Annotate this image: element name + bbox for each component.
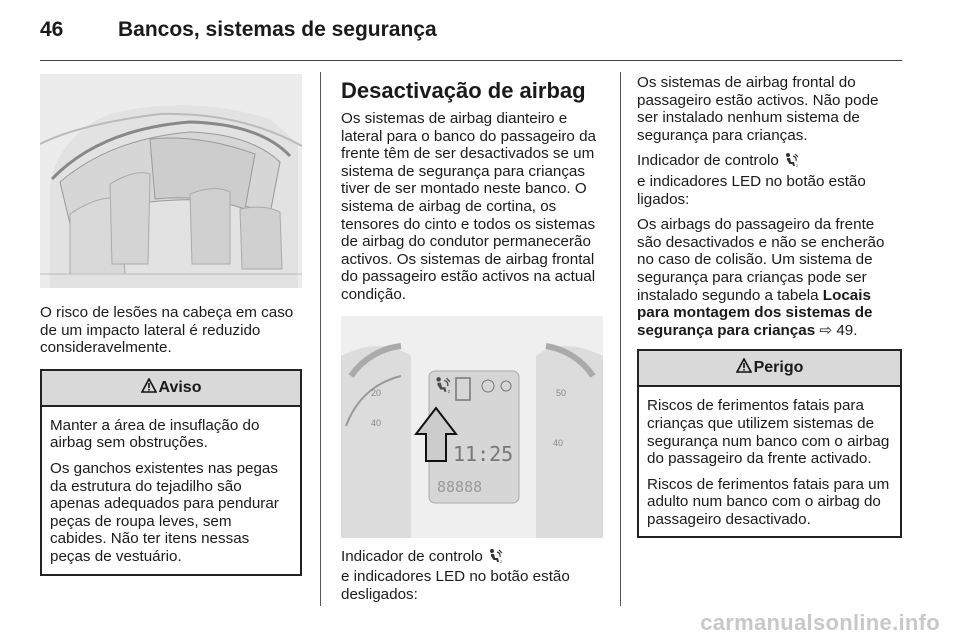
warning-title: Aviso [158, 378, 202, 396]
danger-body [639, 387, 900, 536]
svg-text:40: 40 [553, 437, 564, 448]
watermark: carmanualsonline.info [700, 610, 940, 635]
header-rule [40, 60, 902, 61]
column-middle [341, 74, 603, 611]
danger-title: Perigo [753, 359, 804, 377]
airbag-active-paragraph: Os sistemas de airbag frontal do passageiro estão activos. Não pode ser instalado nenhum sistema de segurança para crianças. [637, 74, 879, 144]
airbag-deactivation-paragraph: Os sistemas de airbag dianteiro e lateral para o banco do passageiro da frente têm de ser desactivados se um sistema de segurança para crianças tiver de ser montado neste banco. O sistema de airbag de cortina, os tensores do cinto e todos os sistemas de airbag do condutor permanecerão activos. Os sistemas de airbag frontal do passageiro estão activos na actual condição. [341, 110, 596, 303]
warning-header [42, 371, 300, 407]
cluster-clock: 11:25 [453, 441, 514, 466]
danger-header [639, 351, 900, 387]
indicator-text: e indicadores LED no botão estão ligados: [637, 172, 866, 208]
svg-text:20: 20 [371, 387, 382, 398]
illustration-caption: O risco de lesões na cabeça em caso de um impacto lateral é reduzido consideravelmente. [40, 304, 294, 357]
child-seat-table-link[interactable]: Locais para montagem dos sistemas de segurança para crianças [637, 286, 873, 339]
airbag-deactivated-paragraph [637, 216, 902, 339]
airbag-off-indicator-icon [487, 548, 503, 569]
indicator-paragraph [637, 152, 902, 208]
danger-box [637, 349, 902, 538]
section-title: Desactivação de airbag [341, 78, 586, 103]
warning-paragraph: Os ganchos existentes nas pegas da estrutura do tejadilho são apenas adequados para pendurar peças de roupa leves, sem cabides. Não ter itens nessas peças de vestuário. [50, 459, 279, 565]
instrument-cluster-illustration [341, 316, 603, 538]
indicator-label: Indicador de controlo [341, 547, 483, 565]
curtain-airbag-illustration [40, 74, 302, 288]
indicator-text: e indicadores LED no botão estão desligados: [341, 568, 570, 603]
svg-text:40: 40 [371, 417, 382, 428]
column-left [40, 74, 302, 576]
column-right [637, 74, 902, 538]
warning-box [40, 369, 302, 576]
page-header [40, 14, 902, 54]
page-reference[interactable]: 49. [836, 321, 858, 339]
warning-triangle-icon [736, 358, 752, 378]
danger-paragraph: Riscos de ferimentos fatais para um adulto num banco com o airbag do passageiro desactivado. [647, 475, 890, 528]
page-number: 46 [40, 18, 64, 41]
indicator-paragraph [341, 548, 603, 604]
warning-triangle-icon [141, 378, 157, 398]
column-divider [320, 72, 321, 606]
page-reference-icon: ⇨ [819, 321, 833, 339]
cluster-segments: 88888 [437, 477, 483, 496]
airbag-off-indicator-icon [783, 152, 799, 173]
page-title: Bancos, sistemas de segurança [118, 18, 437, 41]
warning-body [42, 407, 300, 574]
warning-paragraph: Manter a área de insuflação do airbag sem obstruções. [50, 416, 260, 452]
svg-text:50: 50 [556, 387, 567, 398]
indicator-label: Indicador de controlo [637, 152, 779, 170]
danger-paragraph: Riscos de ferimentos fatais para crianças que utilizem sistemas de segurança num banco com o airbag do passageiro da frente activado. [647, 397, 890, 468]
deactivated-text: Os airbags do passageiro da frente são desactivados e não se encherão no caso de colisão. Um sistema de segurança para crianças pode ser instalado segundo a tabela [637, 216, 885, 304]
column-divider [620, 72, 621, 606]
